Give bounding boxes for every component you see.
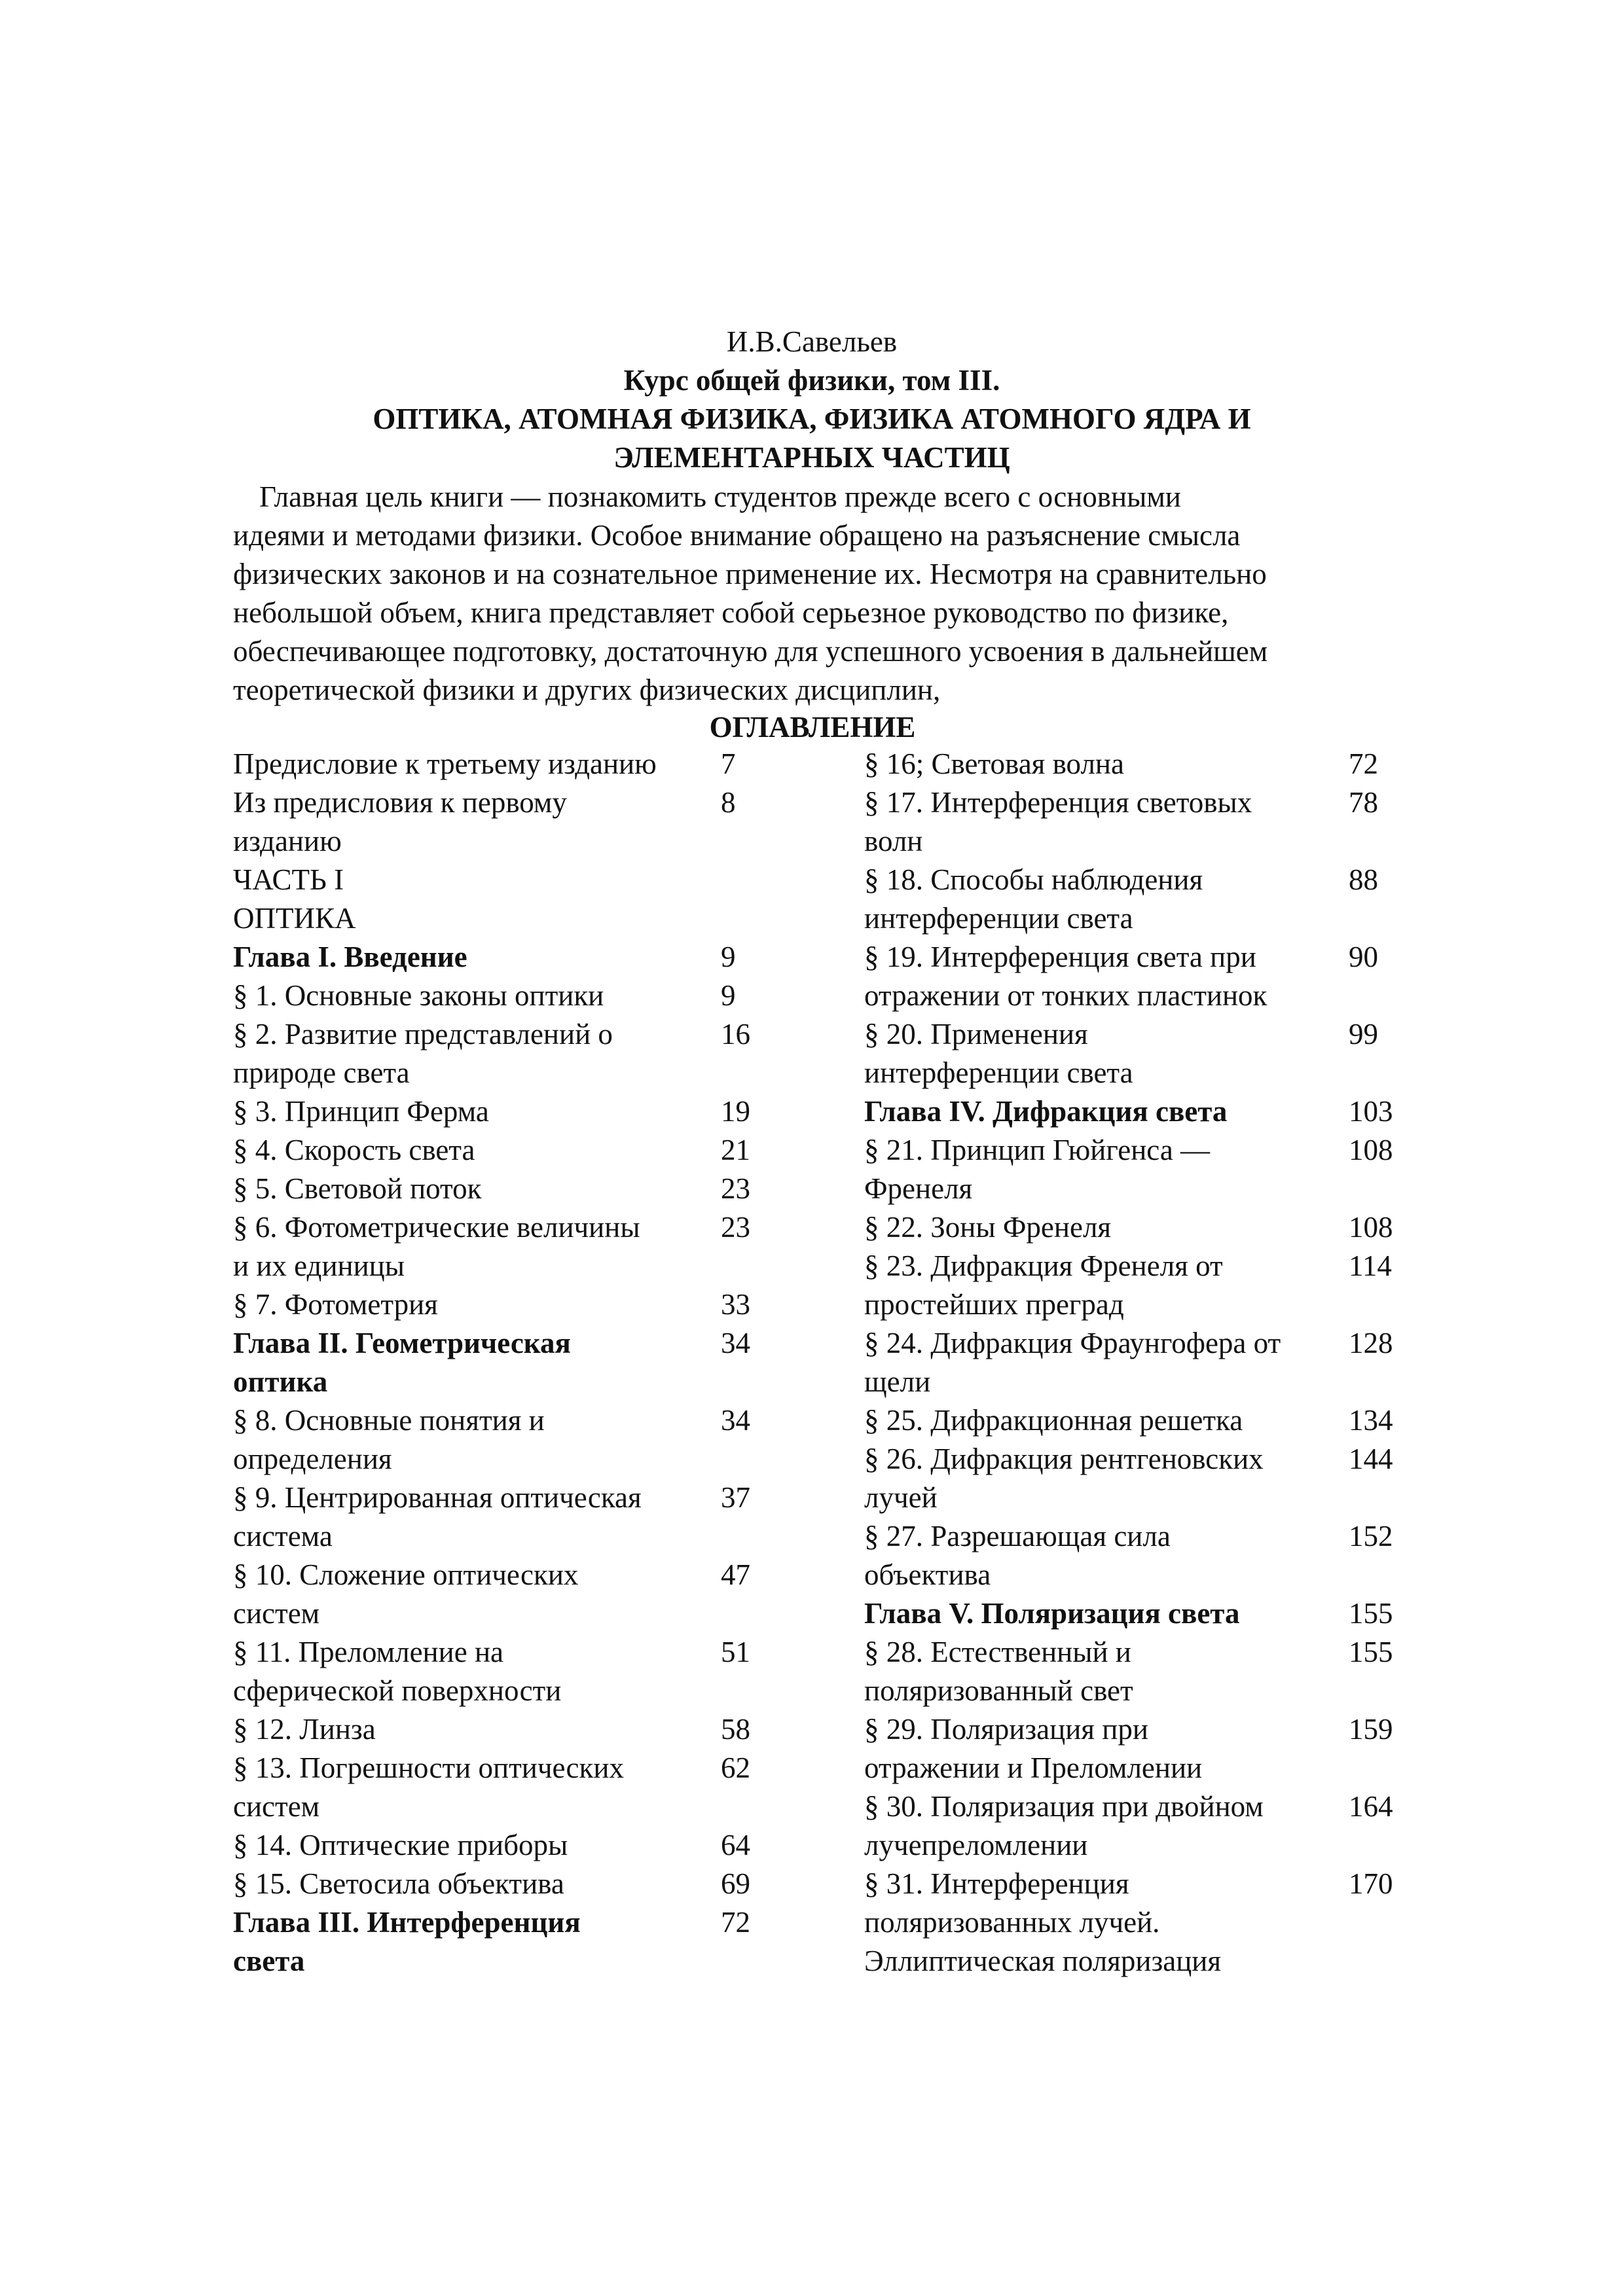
toc-entry-line: щели xyxy=(864,1365,931,1398)
toc-entry-title xyxy=(233,1749,718,1826)
toc-entry-title xyxy=(233,1865,718,1903)
toc-page-number: 72 xyxy=(1349,747,1378,780)
toc-page-number: 21 xyxy=(721,1134,750,1166)
toc-entry-line: лучей xyxy=(864,1481,938,1514)
toc-entry-line: Предисловие к третьему изданию xyxy=(233,747,657,780)
toc-entry-line: оптика xyxy=(233,1365,328,1398)
toc-entry-line: § 18. Способы наблюдения xyxy=(864,863,1203,896)
toc-entry-line: и их единицы xyxy=(233,1249,405,1282)
toc-entry-line: § 30. Поляризация при двойном xyxy=(864,1790,1264,1823)
subtitle-line-2: ЭЛЕМЕНТАРНЫХ ЧАСТИЦ xyxy=(613,441,1010,474)
toc-entry-title xyxy=(864,1247,1329,1324)
toc-page-number: 152 xyxy=(1349,1520,1393,1552)
toc-entry-title xyxy=(233,977,718,1015)
toc-entry-title xyxy=(864,938,1329,1015)
toc-entry xyxy=(864,1324,1427,1401)
toc-entry-line: § 15. Светосила объектива xyxy=(233,1867,564,1900)
toc-entry-line: § 25. Дифракционная решетка xyxy=(864,1404,1243,1437)
toc-page-number: 19 xyxy=(721,1095,750,1128)
toc-entry-title xyxy=(233,1710,718,1749)
toc-entry-title xyxy=(864,1710,1329,1787)
toc-entry xyxy=(233,1479,809,1556)
toc-entry xyxy=(233,1865,809,1903)
toc-entry xyxy=(864,1131,1427,1208)
toc-entry-line: § 9. Центрированная оптическая xyxy=(233,1481,642,1514)
toc-page-number: 37 xyxy=(721,1481,750,1514)
toc-entry-line: систем xyxy=(233,1790,320,1823)
toc-entry-line: § 12. Линза xyxy=(233,1713,376,1746)
toc-entry-line: поляризованных лучей. xyxy=(864,1906,1160,1939)
author: И.В.Савельев xyxy=(726,325,898,358)
toc-entry xyxy=(864,1787,1427,1865)
toc-page-number: 9 xyxy=(721,941,736,973)
toc-entry-line: § 17. Интерференция световых xyxy=(864,786,1252,819)
toc-entry xyxy=(233,1285,809,1324)
toc-entry-line: Глава I. Введение xyxy=(233,941,467,973)
title-block xyxy=(236,323,1388,477)
toc-entry-line: сферической поверхности xyxy=(233,1674,562,1707)
toc-entry-line: § 19. Интерференция света при xyxy=(864,941,1256,973)
toc-heading: ОГЛАВЛЕНИЕ xyxy=(709,711,916,744)
toc-entry-line: отражении и Преломлении xyxy=(864,1751,1203,1784)
toc-entry-line: Глава II. Геометрическая xyxy=(233,1327,571,1359)
toc-page-number: 155 xyxy=(1349,1636,1393,1668)
toc-entry-line: природе света xyxy=(233,1056,410,1089)
toc-entry-title xyxy=(864,1440,1329,1517)
toc-entry xyxy=(233,1131,809,1170)
toc-entry-line: § 31. Интерференция xyxy=(864,1867,1129,1900)
toc-page-number: 134 xyxy=(1349,1404,1393,1437)
toc-entry xyxy=(233,899,809,938)
toc-entry xyxy=(864,745,1427,783)
toc-entry xyxy=(864,1440,1427,1517)
toc-entry-line: простейших преград xyxy=(864,1288,1124,1321)
toc-page-number: 159 xyxy=(1349,1713,1393,1746)
toc-entry-title xyxy=(233,1903,718,1981)
toc-entry-title xyxy=(864,1517,1329,1594)
toc-entry xyxy=(864,1208,1427,1247)
toc-entry-title xyxy=(233,1556,718,1633)
toc-entry-line: § 16; Световая волна xyxy=(864,747,1124,780)
toc-page-number: 58 xyxy=(721,1713,750,1746)
toc-page-number: 103 xyxy=(1349,1095,1393,1128)
toc-entry xyxy=(233,977,809,1015)
toc-entry-line: волн xyxy=(864,825,923,857)
toc-entry-line: система xyxy=(233,1520,333,1552)
toc-entry-title xyxy=(864,745,1329,783)
toc-entry-title xyxy=(233,745,718,783)
toc-entry-line: Из предисловия к первому xyxy=(233,786,567,819)
toc-page-number: 108 xyxy=(1349,1211,1393,1244)
toc-entry-line: § 11. Преломление на xyxy=(233,1636,503,1668)
toc-entry-line: интерференции света xyxy=(864,902,1133,935)
toc-page-number: 155 xyxy=(1349,1597,1393,1630)
toc-entry-line: Глава V. Поляризация света xyxy=(864,1597,1240,1630)
toc-entry xyxy=(233,1170,809,1208)
toc-entry xyxy=(233,1208,809,1285)
toc-page-number: 108 xyxy=(1349,1134,1393,1166)
toc-page-number: 23 xyxy=(721,1172,750,1205)
toc-entry-title xyxy=(233,1826,718,1865)
toc-entry-line: § 24. Дифракция Фраунгофера от xyxy=(864,1327,1281,1359)
toc-page-number: 9 xyxy=(721,979,736,1012)
toc-entry-line: лучепреломлении xyxy=(864,1829,1088,1861)
toc-page-number: 170 xyxy=(1349,1867,1393,1900)
toc-entry-title xyxy=(233,1131,718,1170)
toc-entry-line: § 27. Разрешающая сила xyxy=(864,1520,1171,1552)
toc-entry-line: § 3. Принцип Ферма xyxy=(233,1095,489,1128)
toc-entry-title xyxy=(233,1633,718,1710)
toc-entry-title xyxy=(233,1479,718,1556)
toc-entry-title xyxy=(233,1208,718,1285)
toc-entry-line: отражении от тонких пластинок xyxy=(864,979,1267,1012)
toc-entry xyxy=(233,938,809,977)
toc-entry-title xyxy=(233,1401,718,1479)
toc-entry-line: § 4. Скорость света xyxy=(233,1134,475,1166)
toc-page-number: 62 xyxy=(721,1751,750,1784)
toc-page-number: 34 xyxy=(721,1327,750,1359)
toc-entry xyxy=(233,1826,809,1865)
toc-entry-title xyxy=(864,1324,1329,1401)
toc-page-number: 33 xyxy=(721,1288,750,1321)
toc-entry-line: Глава III. Интерференция xyxy=(233,1906,581,1939)
toc-entry-line: § 5. Световой поток xyxy=(233,1172,482,1205)
toc-entry-title xyxy=(864,861,1329,938)
abstract-line: физических законов и на сознательное применение их. Несмотря на сравнительно xyxy=(233,558,1267,590)
book-title: Курс общей физики, том III. xyxy=(623,364,1000,397)
toc-entry-line: § 22. Зоны Френеля xyxy=(864,1211,1112,1244)
toc-entry-line: § 26. Дифракция рентгеновских xyxy=(864,1443,1264,1475)
toc-entry-line: § 2. Развитие представлений о xyxy=(233,1018,613,1050)
toc-entry-title xyxy=(864,1131,1329,1208)
toc-entry-line: ОПТИКА xyxy=(233,902,356,935)
abstract-line: теоретической физики и других физических дисциплин, xyxy=(233,673,941,706)
toc-page-number: 99 xyxy=(1349,1018,1378,1050)
toc-entry-title xyxy=(233,1285,718,1324)
abstract-line: Главная цель книги — познакомить студентов прежде всего с основными xyxy=(259,480,1181,513)
toc-page-number: 7 xyxy=(721,747,736,780)
toc-entry-title xyxy=(233,783,718,861)
toc-entry xyxy=(233,745,809,783)
toc-entry-line: света xyxy=(233,1945,305,1977)
toc-entry xyxy=(233,861,809,899)
toc-entry xyxy=(233,783,809,861)
toc-entry-title xyxy=(233,1170,718,1208)
toc-entry-title xyxy=(864,1633,1329,1710)
toc-entry-line: Эллиптическая поляризация xyxy=(864,1945,1222,1977)
toc-page-number: 144 xyxy=(1349,1443,1393,1475)
toc-entry xyxy=(233,1556,809,1633)
toc-entry xyxy=(864,1865,1427,1981)
toc-entry-title xyxy=(864,1208,1329,1247)
toc-entry xyxy=(864,1594,1427,1633)
toc-entry-line: § 6. Фотометрические величины xyxy=(233,1211,640,1244)
toc-entry-line: § 1. Основные законы оптики xyxy=(233,979,604,1012)
toc-entry xyxy=(864,1633,1427,1710)
toc-entry-title xyxy=(864,1594,1329,1633)
subtitle-line-1: ОПТИКА, АТОМНАЯ ФИЗИКА, ФИЗИКА АТОМНОГО ЯДРА И xyxy=(373,403,1251,435)
toc-entry-line: объектива xyxy=(864,1558,991,1591)
toc-page-number: 72 xyxy=(721,1906,750,1939)
toc-entry xyxy=(864,1092,1427,1131)
toc-entry-line: ЧАСТЬ I xyxy=(233,863,344,896)
toc-entry xyxy=(864,1517,1427,1594)
toc-entry xyxy=(233,1710,809,1749)
toc-entry xyxy=(864,1401,1427,1440)
toc-entry-line: § 20. Применения xyxy=(864,1018,1088,1050)
toc-page-number: 47 xyxy=(721,1558,750,1591)
toc-page-number: 88 xyxy=(1349,863,1378,896)
toc-page-number: 8 xyxy=(721,786,736,819)
toc-entry-line: определения xyxy=(233,1443,392,1475)
toc-page-number: 64 xyxy=(721,1829,750,1861)
toc-entry-title xyxy=(233,1324,718,1401)
toc-entry-title xyxy=(864,1092,1329,1131)
toc-entry-line: систем xyxy=(233,1597,320,1630)
toc-entry-title xyxy=(864,1401,1329,1440)
toc-entry-line: § 21. Принцип Гюйгенса — xyxy=(864,1134,1211,1166)
toc-entry xyxy=(233,1903,809,1981)
toc-entry xyxy=(864,861,1427,938)
toc-entry-title xyxy=(233,861,718,899)
toc-entry-title xyxy=(233,1015,718,1092)
toc-page-number: 34 xyxy=(721,1404,750,1437)
toc-page-number: 164 xyxy=(1349,1790,1393,1823)
toc-left-column xyxy=(233,745,809,1981)
abstract-line: обеспечивающее подготовку, достаточную для успешного усвоения в дальнейшем xyxy=(233,635,1268,668)
toc-page-number: 90 xyxy=(1349,941,1378,973)
toc-entry-title xyxy=(233,1092,718,1131)
toc-entry xyxy=(233,1092,809,1131)
toc-entry xyxy=(864,1247,1427,1324)
toc-page-number: 51 xyxy=(721,1636,750,1668)
toc-entry-line: § 13. Погрешности оптических xyxy=(233,1751,624,1784)
toc-page-number: 128 xyxy=(1349,1327,1393,1359)
toc-entry-line: § 8. Основные понятия и xyxy=(233,1404,545,1437)
toc-entry-line: поляризованный свет xyxy=(864,1674,1133,1707)
toc-entry-line: изданию xyxy=(233,825,342,857)
toc-entry-title xyxy=(864,1787,1329,1865)
toc-page-number: 69 xyxy=(721,1867,750,1900)
toc-entry xyxy=(864,1710,1427,1787)
toc-entry-title xyxy=(864,1015,1329,1092)
toc-entry xyxy=(864,1015,1427,1092)
toc-entry-line: интерференции света xyxy=(864,1056,1133,1089)
toc-entry-line: § 10. Сложение оптических xyxy=(233,1558,579,1591)
toc-entry-line: § 14. Оптические приборы xyxy=(233,1829,568,1861)
toc-entry xyxy=(233,1633,809,1710)
toc-entry xyxy=(233,1015,809,1092)
toc-entry-line: § 23. Дифракция Френеля от xyxy=(864,1249,1223,1282)
toc-entry-line: Глава IV. Дифракция света xyxy=(864,1095,1228,1128)
toc-entry xyxy=(864,783,1427,861)
toc-right-column xyxy=(864,745,1427,1981)
toc-entry-line: § 28. Естественный и xyxy=(864,1636,1131,1668)
toc-entry-line: Френеля xyxy=(864,1172,973,1205)
toc-entry-line: § 7. Фотометрия xyxy=(233,1288,438,1321)
abstract xyxy=(233,478,1398,709)
abstract-line: небольшой объем, книга представляет собой серьезное руководство по физике, xyxy=(233,596,1229,629)
toc-entry-title xyxy=(233,938,718,977)
toc-entry-title xyxy=(864,1865,1329,1981)
toc-entry xyxy=(233,1749,809,1826)
toc-entry xyxy=(233,1401,809,1479)
toc-page-number: 114 xyxy=(1349,1249,1392,1282)
abstract-line: идеями и методами физики. Особое внимание обращено на разъяснение смысла xyxy=(233,519,1241,552)
toc-entry-line: § 29. Поляризация при xyxy=(864,1713,1148,1746)
toc-page-number: 16 xyxy=(721,1018,750,1050)
toc-entry-title xyxy=(864,783,1329,861)
toc-page-number: 23 xyxy=(721,1211,750,1244)
toc-entry-title xyxy=(233,899,718,938)
toc-page-number: 78 xyxy=(1349,786,1378,819)
toc-entry xyxy=(233,1324,809,1401)
toc-entry xyxy=(864,938,1427,1015)
